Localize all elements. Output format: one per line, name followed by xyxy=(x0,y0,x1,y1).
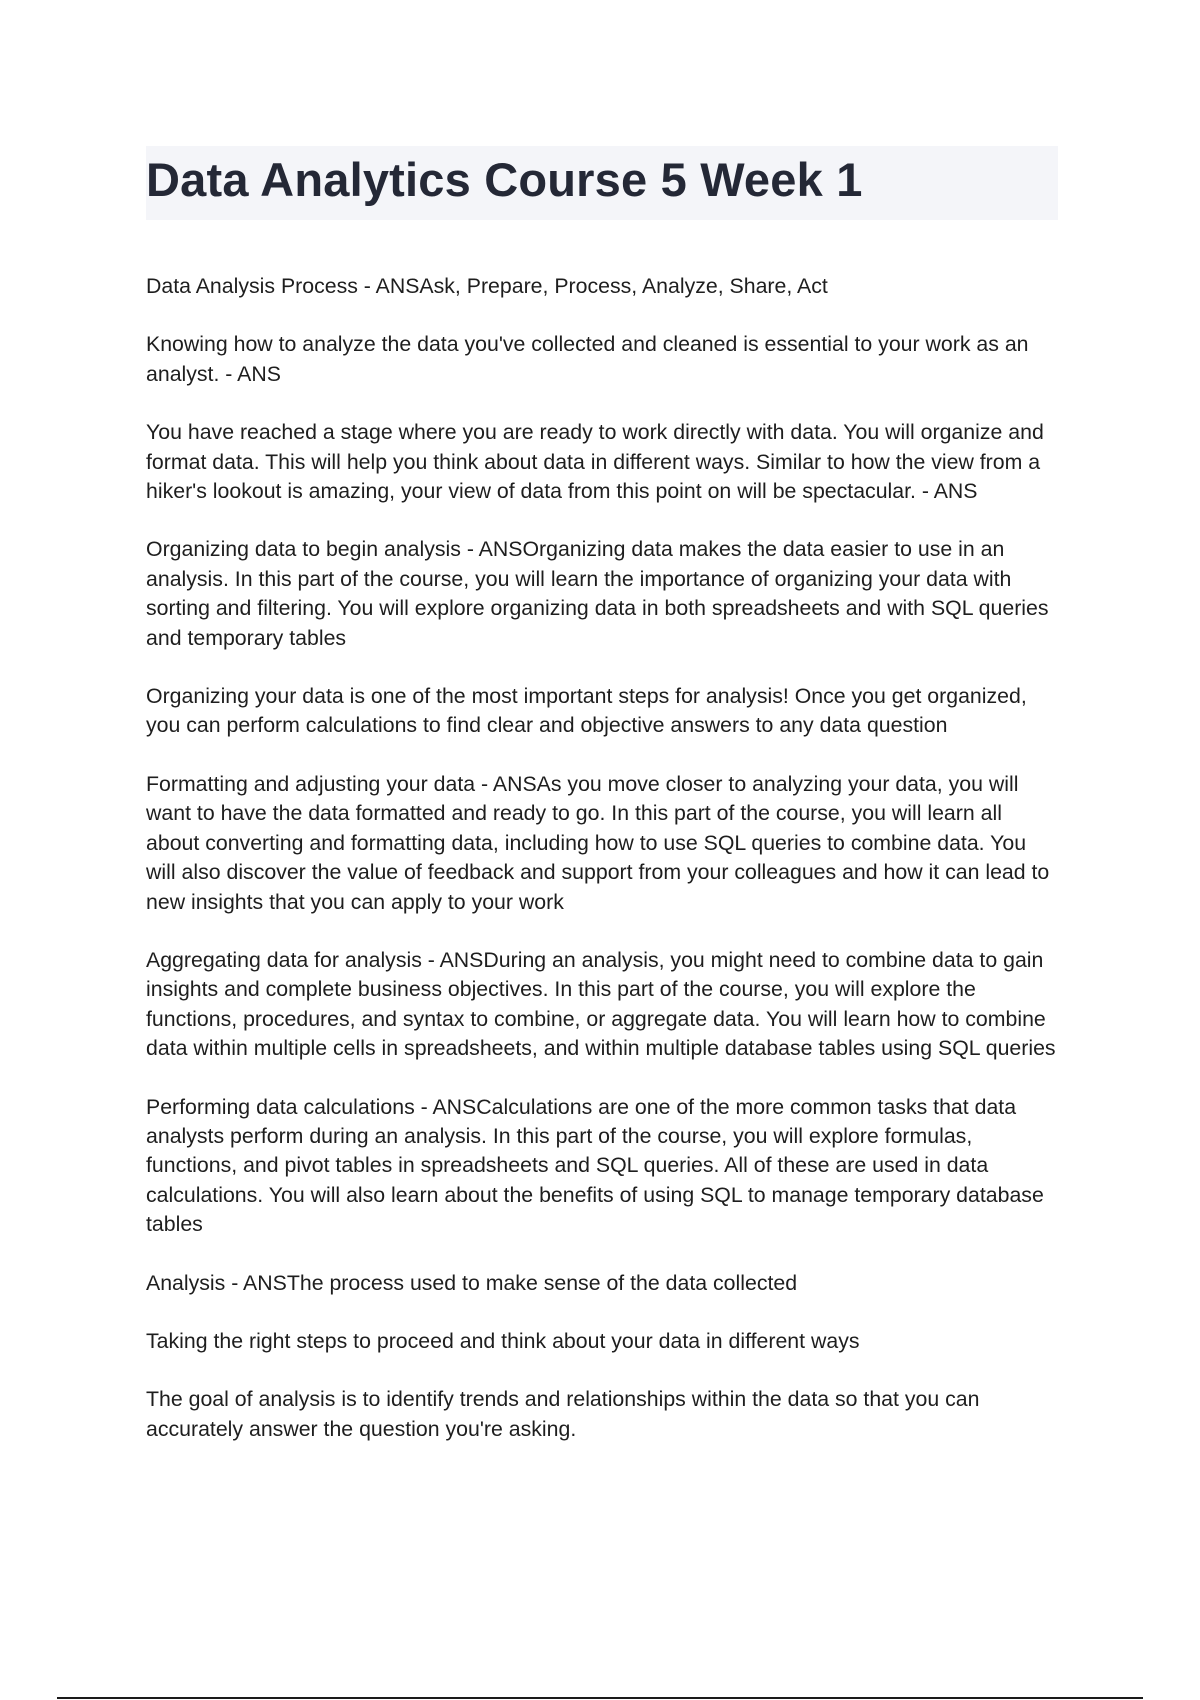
paragraph-organizing-importance: Organizing your data is one of the most important steps for analysis! Once you get organized, you can perform calculations to find clear and objective answers to any data question xyxy=(146,684,1027,738)
paragraph-knowing-how: Knowing how to analyze the data you've collected and cleaned is essential to your work as an analyst. - ANS xyxy=(146,332,1029,386)
document-body xyxy=(146,272,1061,1473)
document-title: Data Analytics Course 5 Week 1 xyxy=(146,153,863,206)
paragraph-data-calculations: Performing data calculations - ANSCalculations are one of the more common tasks that data analysts perform during an analysis. In this part of the course, you will explore formulas, functions, and pivot tables in spreadsheets and SQL queries. All of these are used in data calculations. You will also learn about the benefits of using SQL to manage temporary database tables xyxy=(146,1094,1044,1237)
paragraph-right-steps: Taking the right steps to proceed and think about your data in different ways xyxy=(146,1328,860,1353)
paragraph-analysis-definition: Analysis - ANSThe process used to make sense of the data collected xyxy=(146,1270,798,1295)
footer-divider xyxy=(57,1697,1143,1699)
paragraph-goal-of-analysis: The goal of analysis is to identify trends and relationships within the data so that you can accurately answer the question you're asking. xyxy=(146,1387,980,1441)
paragraph-formatting-data: Formatting and adjusting your data - ANSAs you move closer to analyzing your data, you will want to have the data formatted and ready to go. In this part of the course, you will learn all about converting and formatting data, including how to use SQL queries to combine data. You will also discover the value of feedback and support from your colleagues and how it can lead to new insights that you can apply to your work xyxy=(146,771,1050,914)
title-banner xyxy=(146,146,1058,220)
paragraph-organizing-data: Organizing data to begin analysis - ANSOrganizing data makes the data easier to use in an analysis. In this part of the course, you will learn the importance of organizing your data with sorting and filtering. You will explore organizing data in both spreadsheets and with SQL queries and temporary tables xyxy=(146,537,1049,650)
paragraph-analysis-process: Data Analysis Process - ANSAsk, Prepare, Process, Analyze, Share, Act xyxy=(146,274,828,298)
paragraph-reached-stage: You have reached a stage where you are ready to work directly with data. You will organize and format data. This will help you think about data in different ways. Similar to how the view from a hiker's lookout is amazing, your view of data from this point on will be spectacular. - ANS xyxy=(146,420,1044,504)
paragraph-aggregating-data: Aggregating data for analysis - ANSDuring an analysis, you might need to combine data to gain insights and complete business objectives. In this part of the course, you will explore the functions, procedures, and syntax to combine, or aggregate data. You will learn how to combine data within multiple cells in spreadsheets, and within multiple database tables using SQL queries xyxy=(146,947,1056,1061)
